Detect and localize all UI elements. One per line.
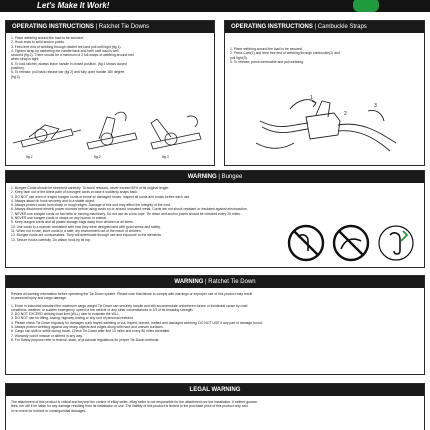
no-misuse-hook-icon [286,223,326,263]
legal-line: tees, nor will it be liable for any damage resulting from its installation or use. The liability of this product is limited to the purchase price of this product only and [11,404,248,409]
list-item: 6. To release, pull back release bar (fig.2) and fully open handle 180 degree [11,70,125,75]
list-item: pull tight(3). [230,55,248,60]
brand-slogan: Let's Make It Work! [37,1,110,10]
list-item: position). [11,66,25,71]
list-item: 3. DO NOT use for lifting, towing, highway towing or any sort of personal restraint. [11,316,134,321]
cambuckle-steps-list [225,33,424,64]
legal-warning-header: LEGAL WARNING [6,384,424,396]
ratchet-instructions-title-bold: OPERATING INSTRUCTIONS [12,24,94,30]
figure-label: fig.1 [26,155,33,159]
ratchet-warning-panel [5,275,425,375]
figure-label: fig.3 [162,155,169,159]
list-item: 1. Excel in Industrial standard the maximum cargo weight Tie Down can securely handle and still accommodate unforeseen forces or incidental cause by road [11,303,248,308]
svg-text:2: 2 [344,111,347,117]
cambuckle-instructions-title-rest: | Cambuckle Straps [312,24,367,30]
list-item: secured (fig.2). There should be a minimum of 2 full wraps of webbing around reel [11,53,134,58]
list-item: 5. Always protect cords from sharp or rough edges. Damage of this sort may affect the integrity of the cord. [11,203,171,208]
ratchet-warning-header [6,276,424,288]
list-item: 11. When not in use, store cords in a safe, dry environment out of the reach of children. [11,228,142,233]
ratchet-warning-list [6,301,424,343]
bungee-warning-title-bold: WARNING [187,174,217,180]
brand-logo-badge [353,0,379,12]
list-item: 4. Please check Tie-Down regularly for damages such frayed webbing or cut, frayed, burned, melted and damaged webbing. DO NOT USE if any part of damage found. [11,320,263,325]
cambuckle-illustration [250,91,400,161]
list-item: 2. Keep face out of the direct path of a bungee cords in case it suddenly snaps back. [11,190,138,195]
cambuckle-instructions-title-bold: OPERATING INSTRUCTIONS [231,24,313,30]
list-item: 12. Bungee cords are consumables. They will deteriorate through use and exposure to the elements. [11,233,162,238]
list-item: conditions, weather, or sudden emergency, speed of the vehicle or any other circumstances is 1/3 of its breaking strength. [11,307,194,312]
ratchet-instructions-header [6,21,214,33]
list-item: 8. For Safety purpose refer to federal, state, or provincial regulations for proper Tie-Down methods. [11,337,160,342]
legal-line: The attachment of this product is critical and beyond the control of eBay seller. eBay seller is not responsible for the attachment nor the installation. It neither guaran- [11,400,258,404]
list-item: 10. Use cords in a manner consistent with how they were designed and with good sense and safety. [11,224,161,229]
list-item: 7. Warranty void if misuse or altered in any way. [11,333,83,338]
list-item: 3. Feed free end of webbing through ratchet reel and pull until tight (fig.1). [11,44,122,49]
list-item: 3. To release, press cambuckle and pull webbing. [230,59,305,64]
list-item: 5. To lock ratchet, always leave handle in closed position. (fig.1 shows closed [11,61,127,66]
list-item: 7. NEVER use bungee cords on fan belts or moving machinery. Do not use as a tow rope. Tie down and anchor points should be checked every 25 miles. [11,211,241,216]
list-item: 9. Keep bungee cords and all plastic storage bags away from children at all times. [11,220,134,225]
list-item: 1. Bungee Cords should be stretched carefully. To avoid rebound, never exceed 50% of its original length. [11,186,170,190]
bungee-warning-title-rest: | Bungee [216,174,243,180]
ratchet-instructions-panel [5,20,215,166]
bungee-warning-panel [5,170,425,268]
list-item: 4. Tighten strap by ratcheting the handle back and forth until load is well [11,48,119,53]
list-item: 2. Press Cam(1) and feed free end of webbing through cambuckle(2) and [230,51,340,56]
list-item: 6. Cargo can shift or settle during travel. Check Tie-Down after first 10 miles and every 50 miles thereafter. [11,329,171,334]
cambuckle-instructions-panel [224,20,425,166]
list-item: 6. Always disconnect electric power sources before using cords on or around uncoated metal. Cords are not shock resistant or insulated against electrocution. [11,207,248,212]
bungee-warning-header [6,171,424,183]
bungee-warning-list [6,183,276,242]
cambuckle-instructions-header [225,21,424,33]
legal-warning-panel [5,383,425,430]
figure-label: fig.2 [94,155,101,159]
ratchet-figures-illustration [11,103,211,159]
list-item: 1. Place webbing around the load to be secured. [230,47,303,51]
list-item: when strap is tight. [11,57,40,62]
no-misuse-cord-icon [331,223,371,263]
correct-hook-use-icon [376,223,416,263]
list-item: 2. Hook ends to solid anchor points. [11,40,65,45]
legal-warning-text [6,396,424,413]
list-item: (fig.3). [11,74,21,79]
list-item: 1. Place webbing around the load to be secured. [11,36,84,40]
ratchet-warning-intro [6,288,424,301]
ratchet-warning-title-bold: WARNING [174,279,204,285]
ratchet-instructions-title-rest: | Ratchet Tie Downs [93,24,150,30]
svg-text:3: 3 [374,103,377,109]
intro-line: in personal injury and cargo damage. [11,296,67,301]
list-item: 13. Secure hooks carefully. Do attach hook by its top. [11,237,91,242]
ratchet-warning-title-rest: | Ratchet Tie Down [203,279,256,285]
legal-line: in no event for indirect or consequential damages. [11,408,87,413]
list-item: 3. DO NOT use worn or frayed bungee cords or those w/ damaged hooks. Inspect all cords and hooks before each use. [11,194,191,199]
svg-text:1: 1 [310,95,313,101]
list-item: 2. DO NOT EXCEED working load limit (WLL) user to evaluate the WLL. [11,312,120,317]
list-item: 8. NEVER use bungee cords or straps on any human or animal. [11,216,107,221]
intro-line: Review all warning information before operating the Tie-Down system. Please note that failure to comply with warnings or improper use of this product may result [11,292,253,296]
list-item: 5. Always protect webbing against any sharp objects and edges along with hard and uneven surfaces. [11,325,164,330]
list-item: 4. Always attach th hook securely and to a stable object. [11,198,96,203]
ratchet-steps-list [6,33,214,79]
